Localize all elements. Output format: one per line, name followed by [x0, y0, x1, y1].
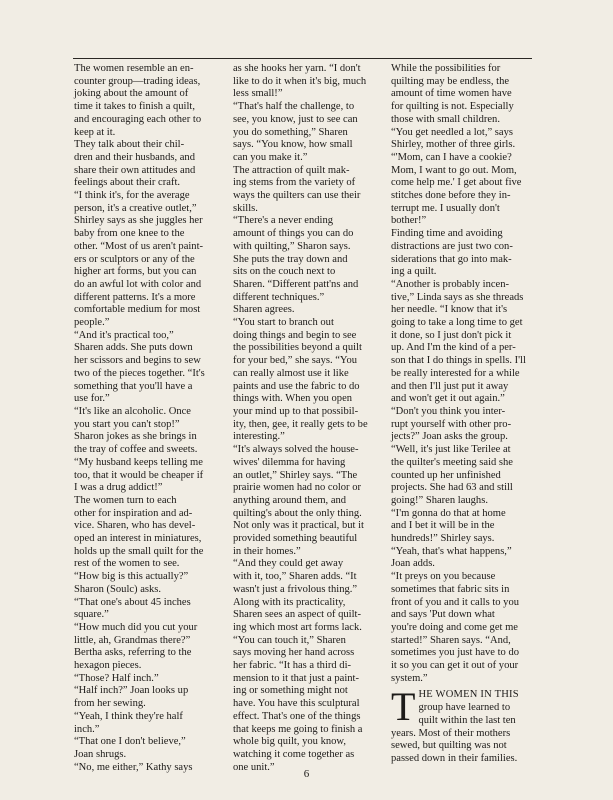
paragraph: “It's always solved the house- wives' dilemma for having an outlet,” Shirley says. “The prairie women had no color or anything around them, and quilting's about the only thing. Not only was it practical, but it provided something beautiful in their homes.”	[233, 444, 364, 557]
paragraph: “Don't you think you inter- rupt yourself with other pro- jects?” Joan asks the group.	[391, 405, 512, 443]
paragraph: “Yeah, I think they're half inch.”	[74, 710, 183, 735]
paragraph: Finding time and avoiding distractions are just two con- siderations that go into mak- ing a quilt.	[391, 228, 513, 278]
paragraph: “There's a never ending amount of things you can do with quilting,” Sharon says. She puts the tray down and sits on the couch next to Sharen. “Different patt'ns and different techniques.”	[233, 215, 359, 303]
paragraph: “How big is this actually?” Sharon (Soulc) asks.	[74, 571, 189, 595]
paragraph: “You can touch it,” Sharen says moving her hand across her fabric. “It has a third di- mension to it that just a paint- ing or something might not have. You have this sculptural effect. That's one of the things that keeps me going to finish a whole big quilt, you know, watching it come together as one unit.”	[233, 634, 363, 773]
paragraph: as she hooks her yarn. “I don't like to do it when it's big, much less small!”	[233, 63, 367, 100]
paragraph: “Yeah, that's what happens,” Joan adds.	[391, 545, 512, 570]
paragraph: “I'm gonna do that at home and I bet it will be in the hundreds!” Shirley says.	[391, 507, 506, 545]
paragraph: “Well, it's just like Terilee at the quilter's meeting said she counted up her unfinished projects. She had 63 and still going!” Sharen laughs.	[391, 444, 513, 506]
drop-cap: T	[391, 684, 416, 730]
paragraph: Along with its practicality, Sharen sees an aspect of quilt- ing which most art forms lack.	[233, 596, 362, 633]
paragraph: Sharen agrees.	[233, 304, 295, 316]
paragraph: “It's like an alcoholic. Once you start you can't stop!” Sharon jokes as she brings in the tray of coffee and sweets. “My husband keeps telling me too, that it would be cheaper if I was a drug addict!”	[74, 405, 204, 494]
paragraph: “That one's about 45 inches square.”	[74, 596, 191, 621]
paragraph: “You start to branch out doing things and begin to see the possibilities beyond a quilt for your bed,” she says. “You can really almost use it like paints and use the fabric to do things with. When you open your mind up to that possibil- ity, then, gee, it really gets to be interesting.”	[233, 317, 368, 443]
paragraph: “That's half the challenge, to see, you know, just to see can you do something,” Sharen says. “You know, how small can you make it.”	[233, 101, 358, 163]
section-opener-text: group have learned to quilt within the last ten years. Most of their mothers sewed, but quilting was not passed down in their families.	[391, 702, 518, 764]
paragraph: The women resemble an en- counter group—trading ideas, joking about the amount of time it takes to finish a quilt, and encouraging each other to keep at it.	[74, 63, 202, 138]
paragraph: “I think it's, for the average person, it's a creative outlet,” Shirley says as she juggles her baby from one knee to the other. “Most of us aren't paint- ers or sculptors or any of the higher art forms, but you can do an awful lot with color and different patterns. It's a more comfortable medium for most people.”	[74, 190, 204, 329]
paragraph: The attraction of quilt mak- ing stems from the variety of ways the quilters can use their skills.	[233, 164, 361, 214]
paragraph: “Half inch?” Joan looks up from her sewing.	[74, 685, 189, 710]
column-3	[391, 63, 534, 766]
lead-in-caps: HE WOMEN IN THIS	[418, 689, 519, 701]
paragraph: “It preys on you because sometimes that fabric sits in front of you and it calls to you and says 'Put down what you're doing and come get me started!” Sharen says. “And, sometimes you just have to do it so you can get it out of your system.”	[391, 571, 520, 684]
paragraph: “How much did you cut your little, ah, Grandmas there?” Bertha asks, referring to the hexagon pieces.	[74, 621, 198, 672]
top-rule	[73, 58, 532, 59]
paragraph: “And it's practical too,” Sharen adds. She puts down her scissors and begins to sew two of the pieces together. “It's something that you'll have a use for.”	[74, 329, 205, 405]
paragraph: “No, me either,” Kathy says	[74, 761, 193, 773]
paragraph: “Another is probably incen- tive,” Linda says as she threads her needle. “I know that it's going to take a long time to get it done, so I just don't pick it up. And I'm the kind of a per- son that I do things in spells. I'll be really interested for a while and then I'll just put it away and won't get it out again.”	[391, 278, 526, 405]
paragraph: The women turn to each other for inspiration and ad- vice. Sharen, who has devel- oped an interest in miniatures, holds up the small quilt for the rest of the women to see.	[74, 494, 204, 570]
page-number: 6	[303, 768, 310, 780]
column-2	[233, 63, 376, 774]
section-opener	[391, 684, 534, 765]
paragraph: “And they could get away with it, too,” Sharen adds. “It wasn't just a frivolous thing.”	[233, 558, 358, 595]
paragraph: “Those? Half inch.”	[74, 672, 159, 684]
paragraph: “You get needled a lot,” says Shirley, mother of three girls. “'Mom, can I have a cookie? Mom, I want to go out. Mom, come help me.' I get about five stitches done before they in- terrupt me. I usually don't bother!”	[391, 126, 522, 227]
paragraph: While the possibilities for quilting may be endless, the amount of time women have for quilting is not. Especially those with small children.	[391, 63, 514, 125]
paragraph: They talk about their chil- dren and their husbands, and share their own attitudes and feelings about their craft.	[74, 139, 196, 189]
paragraph: “That one I don't believe,” Joan shrugs.	[74, 736, 186, 760]
column-1	[74, 63, 217, 774]
